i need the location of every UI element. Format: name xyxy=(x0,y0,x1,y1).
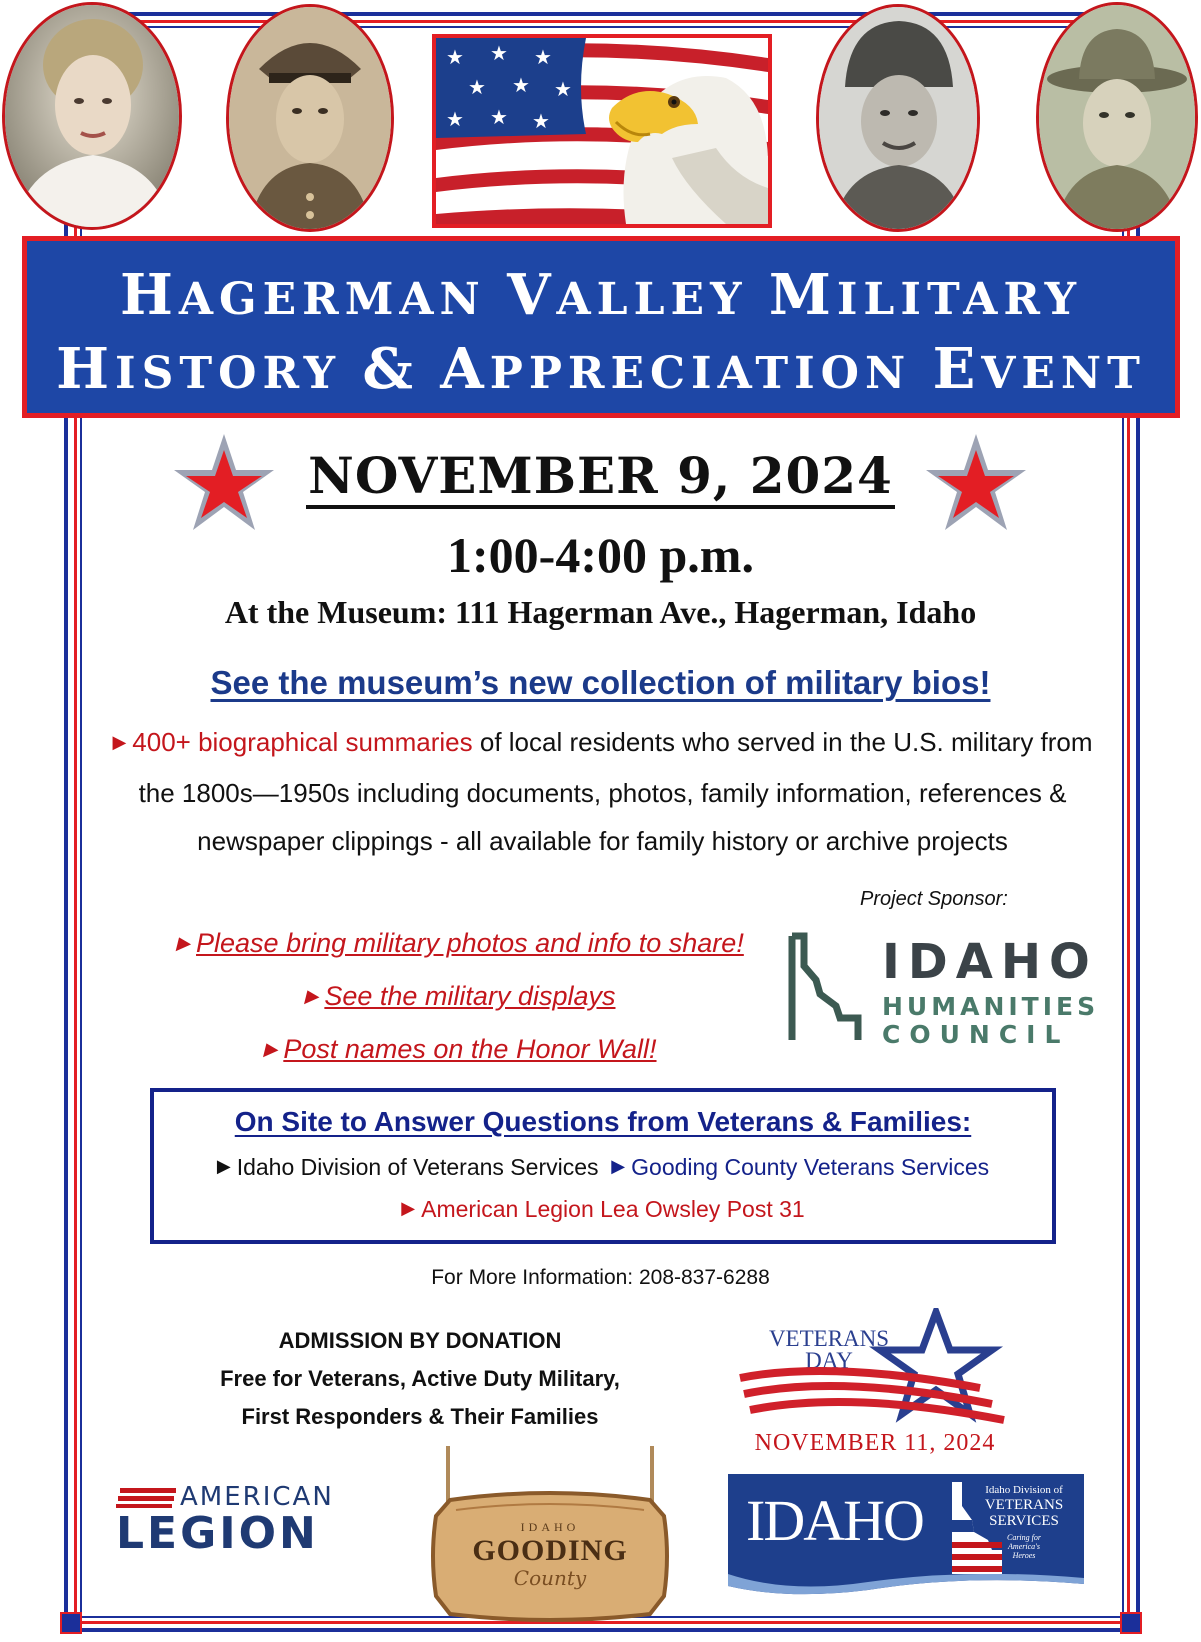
american-legion-logo xyxy=(116,1482,366,1562)
frame-corner-bottom-right xyxy=(1120,1612,1142,1634)
ihc-idaho-text: IDAHO xyxy=(882,934,1098,990)
gooding-county-sign-logo xyxy=(430,1446,670,1626)
bullet-triangle-icon: ▶ xyxy=(263,1039,278,1059)
list-item: ▶ Post names on the Honor Wall! xyxy=(263,1034,657,1064)
svg-text:★: ★ xyxy=(490,41,508,65)
contact-info: For More Information: 208-837-6288 xyxy=(431,1266,770,1289)
bullet-triangle-icon: ▶ xyxy=(176,933,191,953)
collection-description-text: of local residents who served in the U.S. military from the 1800s—1950s including documents, photos, family information, references & newspaper clippings - all available for family history or archive projects xyxy=(138,727,1093,856)
vday-line2: DAY xyxy=(805,1348,853,1373)
vday-line1: VETERANS xyxy=(768,1326,890,1351)
onsite-orgs-line1: ▶ Idaho Division of Veterans Services ▶ Gooding County Veterans Services xyxy=(216,1154,990,1180)
ivs-line4: Caring for xyxy=(1006,1533,1041,1542)
event-title-banner xyxy=(22,236,1180,418)
event-time: 1:00-4:00 p.m. xyxy=(447,527,754,583)
admission-info xyxy=(180,1322,660,1436)
gooding-idaho-text: IDAHO xyxy=(520,1520,580,1534)
legion-legion-text: LEGION xyxy=(116,1508,319,1559)
event-date: NOVEMBER 9, 2024 xyxy=(0,446,1201,505)
svg-text:★: ★ xyxy=(446,107,464,131)
ivs-line1: Idaho Division of xyxy=(985,1484,1063,1496)
legion-american-text: AMERICAN xyxy=(180,1482,334,1512)
ihc-humanities-text: HUMANITIES xyxy=(882,992,1100,1021)
activity-list xyxy=(120,918,800,1077)
bullet-triangle-icon: ▶ xyxy=(216,1156,231,1176)
onsite-orgs-line2: ▶ American Legion Lea Owsley Post 31 xyxy=(401,1196,805,1222)
svg-text:★: ★ xyxy=(554,77,572,101)
banner-title-line2: HISTORY & APPRECIATION EVENT xyxy=(56,336,1146,402)
admission-line2: Free for Veterans, Active Duty Military, xyxy=(220,1366,620,1391)
flag-eagle-image xyxy=(432,34,772,228)
star-stripes-icon xyxy=(730,1308,1020,1428)
veterans-day-logo xyxy=(730,1308,1020,1458)
bullet-triangle-icon: ▶ xyxy=(611,1156,626,1176)
bullet-triangle-icon: ▶ xyxy=(112,732,127,752)
ivs-idaho-text: IDAHO xyxy=(746,1488,923,1553)
collection-highlight: 400+ biographical summaries xyxy=(132,727,473,757)
onsite-title: On Site to Answer Questions from Veterans & Families: xyxy=(234,1106,972,1137)
collection-description xyxy=(110,718,1095,865)
svg-text:★: ★ xyxy=(468,75,486,99)
ivs-line3: SERVICES xyxy=(989,1513,1059,1529)
svg-text:★: ★ xyxy=(532,109,550,133)
portrait-officer xyxy=(226,4,394,232)
gooding-name-text: GOODING xyxy=(472,1534,628,1567)
portrait-soldier-helmet xyxy=(816,4,980,232)
sponsor-label: Project Sponsor: xyxy=(860,888,1008,910)
event-address: At the Museum: 111 Hagerman Ave., Hagerman, Idaho xyxy=(224,594,977,630)
svg-text:★: ★ xyxy=(446,45,464,69)
svg-text:★: ★ xyxy=(512,73,530,97)
portrait-ranger xyxy=(1036,2,1198,232)
ihc-council-text: COUNCIL xyxy=(882,1020,1070,1049)
portrait-nurse xyxy=(2,2,182,230)
bullet-triangle-icon: ▶ xyxy=(304,986,319,1006)
svg-text:★: ★ xyxy=(490,105,508,129)
legion-stripes-icon xyxy=(116,1488,176,1508)
idaho-state-outline-icon xyxy=(786,932,866,1044)
admission-line1: ADMISSION BY DONATION xyxy=(278,1328,562,1353)
frame-corner-bottom-left xyxy=(60,1612,82,1634)
ivs-line2: VETERANS xyxy=(984,1497,1064,1513)
ivs-line6: Heroes xyxy=(1012,1551,1036,1560)
onsite-services-box xyxy=(150,1088,1056,1244)
ivs-line5: America's xyxy=(1008,1542,1040,1551)
bullet-triangle-icon: ▶ xyxy=(401,1198,416,1218)
gooding-county-text: County xyxy=(513,1566,587,1590)
svg-text:★: ★ xyxy=(534,45,552,69)
idaho-veterans-services-logo xyxy=(728,1474,1084,1598)
idaho-humanities-council-logo xyxy=(786,924,1100,1052)
banner-title-line1: HAGERMAN VALLEY MILITARY xyxy=(119,262,1083,328)
vday-date: NOVEMBER 11, 2024 xyxy=(754,1430,996,1456)
collection-headline: See the museum’s new collection of military bios! xyxy=(210,664,991,701)
admission-line3: First Responders & Their Families xyxy=(241,1404,599,1429)
list-item: ▶ See the military displays xyxy=(304,981,616,1011)
list-item: ▶ Please bring military photos and info to share! xyxy=(176,928,744,958)
